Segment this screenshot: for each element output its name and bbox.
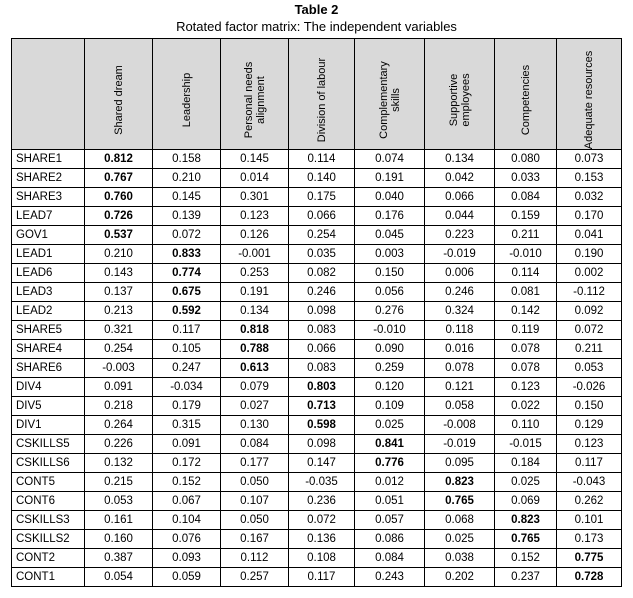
variable-name-cell: CSKILLS3 — [12, 511, 85, 530]
loading-cell: 0.818 — [221, 321, 289, 340]
loading-cell: 0.167 — [221, 530, 289, 549]
loading-cell: 0.042 — [425, 169, 495, 188]
loading-cell: 0.118 — [425, 321, 495, 340]
loading-cell: 0.073 — [557, 150, 622, 169]
table-row — [12, 245, 622, 264]
loading-cell: 0.095 — [425, 454, 495, 473]
loading-cell: 0.109 — [355, 397, 425, 416]
variable-name-cell: LEAD1 — [12, 245, 85, 264]
loading-cell: 0.226 — [85, 435, 153, 454]
loading-cell: 0.050 — [221, 511, 289, 530]
column-header — [425, 39, 495, 150]
loading-cell: -0.001 — [221, 245, 289, 264]
loading-cell: 0.254 — [85, 340, 153, 359]
loading-cell: 0.211 — [557, 340, 622, 359]
loading-cell: 0.014 — [221, 169, 289, 188]
loading-cell: 0.066 — [289, 340, 355, 359]
loading-cell: 0.114 — [495, 264, 557, 283]
loading-cell: 0.142 — [495, 302, 557, 321]
loading-cell: 0.120 — [355, 378, 425, 397]
loading-cell: 0.006 — [425, 264, 495, 283]
loading-cell: 0.067 — [153, 492, 221, 511]
variable-name-cell: DIV5 — [12, 397, 85, 416]
loading-cell: 0.184 — [495, 454, 557, 473]
loading-cell: 0.093 — [153, 549, 221, 568]
loading-cell: 0.025 — [495, 473, 557, 492]
loading-cell: 0.262 — [557, 492, 622, 511]
loading-cell: 0.130 — [221, 416, 289, 435]
table-row — [12, 511, 622, 530]
loading-cell: 0.050 — [221, 473, 289, 492]
loading-cell: 0.072 — [289, 511, 355, 530]
variable-name-cell: SHARE2 — [12, 169, 85, 188]
loading-cell: 0.765 — [495, 530, 557, 549]
loading-cell: 0.003 — [355, 245, 425, 264]
table-row — [12, 549, 622, 568]
loading-cell: 0.153 — [557, 169, 622, 188]
loading-cell: 0.078 — [425, 359, 495, 378]
loading-cell: 0.137 — [85, 283, 153, 302]
loading-cell: 0.123 — [557, 435, 622, 454]
loading-cell: 0.803 — [289, 378, 355, 397]
loading-cell: 0.215 — [85, 473, 153, 492]
column-header — [289, 39, 355, 150]
loading-cell: 0.081 — [495, 283, 557, 302]
loading-cell: 0.173 — [557, 530, 622, 549]
table-row — [12, 397, 622, 416]
table-row — [12, 473, 622, 492]
table-subtitle: Rotated factor matrix: The independent variables — [176, 19, 457, 34]
column-header-label: Personal needs alignment — [242, 61, 267, 138]
loading-cell: 0.139 — [153, 207, 221, 226]
variable-name-cell: DIV4 — [12, 378, 85, 397]
loading-cell: 0.213 — [85, 302, 153, 321]
column-header — [495, 39, 557, 150]
loading-cell: 0.066 — [289, 207, 355, 226]
loading-cell: 0.170 — [557, 207, 622, 226]
table-row — [12, 207, 622, 226]
loading-cell: 0.823 — [425, 473, 495, 492]
loading-cell: 0.033 — [495, 169, 557, 188]
loading-cell: 0.159 — [495, 207, 557, 226]
loading-cell: 0.765 — [425, 492, 495, 511]
variable-name-cell: DIV1 — [12, 416, 85, 435]
loading-cell: -0.015 — [495, 435, 557, 454]
loading-cell: 0.123 — [495, 378, 557, 397]
loading-cell: 0.152 — [153, 473, 221, 492]
loading-cell: 0.084 — [221, 435, 289, 454]
variable-name-cell: SHARE4 — [12, 340, 85, 359]
loading-cell: 0.132 — [85, 454, 153, 473]
loading-cell: 0.236 — [289, 492, 355, 511]
loading-cell: 0.090 — [355, 340, 425, 359]
loading-cell: 0.126 — [221, 226, 289, 245]
loading-cell: 0.025 — [355, 416, 425, 435]
loading-cell: 0.058 — [425, 397, 495, 416]
loading-cell: 0.713 — [289, 397, 355, 416]
loading-cell: 0.041 — [557, 226, 622, 245]
loading-cell: -0.026 — [557, 378, 622, 397]
loading-cell: 0.084 — [495, 188, 557, 207]
loading-cell: 0.259 — [355, 359, 425, 378]
loading-cell: 0.143 — [85, 264, 153, 283]
loading-cell: 0.788 — [221, 340, 289, 359]
loading-cell: 0.613 — [221, 359, 289, 378]
loading-cell: 0.054 — [85, 568, 153, 587]
loading-cell: 0.072 — [153, 226, 221, 245]
loading-cell: 0.074 — [355, 150, 425, 169]
loading-cell: 0.301 — [221, 188, 289, 207]
loading-cell: 0.150 — [557, 397, 622, 416]
loading-cell: 0.076 — [153, 530, 221, 549]
table-row — [12, 226, 622, 245]
loading-cell: 0.072 — [557, 321, 622, 340]
matrix-body — [12, 150, 622, 587]
loading-cell: 0.315 — [153, 416, 221, 435]
loading-cell: 0.592 — [153, 302, 221, 321]
loading-cell: 0.218 — [85, 397, 153, 416]
loading-cell: 0.726 — [85, 207, 153, 226]
loading-cell: 0.107 — [221, 492, 289, 511]
loading-cell: 0.145 — [221, 150, 289, 169]
table-row — [12, 188, 622, 207]
variable-name-cell: CONT1 — [12, 568, 85, 587]
table-row — [12, 302, 622, 321]
loading-cell: 0.032 — [557, 188, 622, 207]
loading-cell: 0.179 — [153, 397, 221, 416]
table-row — [12, 150, 622, 169]
loading-cell: -0.035 — [289, 473, 355, 492]
loading-cell: 0.045 — [355, 226, 425, 245]
loading-cell: 0.066 — [425, 188, 495, 207]
variable-name-cell: LEAD6 — [12, 264, 85, 283]
loading-cell: 0.237 — [495, 568, 557, 587]
table-row — [12, 359, 622, 378]
loading-cell: 0.027 — [221, 397, 289, 416]
loading-cell: 0.775 — [557, 549, 622, 568]
loading-cell: 0.246 — [425, 283, 495, 302]
loading-cell: 0.059 — [153, 568, 221, 587]
loading-cell: 0.079 — [221, 378, 289, 397]
variable-name-cell: GOV1 — [12, 226, 85, 245]
loading-cell: 0.083 — [289, 321, 355, 340]
header-row — [12, 39, 622, 150]
table-row — [12, 530, 622, 549]
loading-cell: 0.035 — [289, 245, 355, 264]
loading-cell: 0.177 — [221, 454, 289, 473]
loading-cell: 0.098 — [289, 302, 355, 321]
variable-name-cell: CSKILLS5 — [12, 435, 85, 454]
loading-cell: 0.140 — [289, 169, 355, 188]
table-row — [12, 169, 622, 188]
header-corner-cell — [12, 39, 85, 150]
variable-name-cell: SHARE1 — [12, 150, 85, 169]
loading-cell: 0.078 — [495, 359, 557, 378]
loading-cell: 0.760 — [85, 188, 153, 207]
loading-cell: 0.101 — [557, 511, 622, 530]
loading-cell: 0.092 — [557, 302, 622, 321]
variable-name-cell: CONT5 — [12, 473, 85, 492]
loading-cell: 0.040 — [355, 188, 425, 207]
loading-cell: 0.098 — [289, 435, 355, 454]
variable-name-cell: LEAD7 — [12, 207, 85, 226]
loading-cell: 0.160 — [85, 530, 153, 549]
loading-cell: 0.051 — [355, 492, 425, 511]
variable-name-cell: LEAD2 — [12, 302, 85, 321]
loading-cell: 0.321 — [85, 321, 153, 340]
loading-cell: 0.134 — [425, 150, 495, 169]
table-row — [12, 264, 622, 283]
loading-cell: 0.002 — [557, 264, 622, 283]
loading-cell: 0.117 — [289, 568, 355, 587]
loading-cell: 0.056 — [355, 283, 425, 302]
loading-cell: 0.110 — [495, 416, 557, 435]
loading-cell: -0.019 — [425, 245, 495, 264]
loading-cell: 0.091 — [153, 435, 221, 454]
factor-matrix-table — [11, 38, 622, 587]
loading-cell: 0.112 — [221, 549, 289, 568]
loading-cell: -0.010 — [355, 321, 425, 340]
loading-cell: 0.022 — [495, 397, 557, 416]
column-header-label: Supportive employees — [447, 72, 472, 127]
loading-cell: 0.147 — [289, 454, 355, 473]
variable-name-cell: SHARE5 — [12, 321, 85, 340]
loading-cell: 0.016 — [425, 340, 495, 359]
loading-cell: 0.243 — [355, 568, 425, 587]
loading-cell: 0.823 — [495, 511, 557, 530]
loading-cell: 0.247 — [153, 359, 221, 378]
loading-cell: 0.025 — [425, 530, 495, 549]
loading-cell: 0.129 — [557, 416, 622, 435]
loading-cell: 0.537 — [85, 226, 153, 245]
table-row — [12, 378, 622, 397]
loading-cell: 0.276 — [355, 302, 425, 321]
loading-cell: 0.068 — [425, 511, 495, 530]
loading-cell: 0.086 — [355, 530, 425, 549]
variable-name-cell: CSKILLS6 — [12, 454, 85, 473]
loading-cell: 0.145 — [153, 188, 221, 207]
column-header-label: Competencies — [519, 64, 532, 135]
column-header — [153, 39, 221, 150]
loading-cell: 0.152 — [495, 549, 557, 568]
loading-cell: 0.158 — [153, 150, 221, 169]
table-row — [12, 321, 622, 340]
loading-cell: -0.034 — [153, 378, 221, 397]
loading-cell: 0.210 — [153, 169, 221, 188]
loading-cell: 0.172 — [153, 454, 221, 473]
loading-cell: 0.598 — [289, 416, 355, 435]
variable-name-cell: SHARE6 — [12, 359, 85, 378]
loading-cell: 0.812 — [85, 150, 153, 169]
loading-cell: -0.003 — [85, 359, 153, 378]
variable-name-cell: SHARE3 — [12, 188, 85, 207]
column-header — [221, 39, 289, 150]
loading-cell: 0.223 — [425, 226, 495, 245]
loading-cell: 0.833 — [153, 245, 221, 264]
loading-cell: 0.264 — [85, 416, 153, 435]
variable-name-cell: CONT2 — [12, 549, 85, 568]
table-row — [12, 568, 622, 587]
loading-cell: 0.104 — [153, 511, 221, 530]
loading-cell: 0.053 — [557, 359, 622, 378]
loading-cell: 0.254 — [289, 226, 355, 245]
loading-cell: 0.091 — [85, 378, 153, 397]
column-header-label: Adequate resources — [583, 50, 595, 149]
loading-cell: 0.083 — [289, 359, 355, 378]
loading-cell: 0.191 — [221, 283, 289, 302]
loading-cell: 0.134 — [221, 302, 289, 321]
loading-cell: 0.117 — [153, 321, 221, 340]
loading-cell: 0.841 — [355, 435, 425, 454]
column-header-label: Division of labour — [315, 57, 328, 142]
loading-cell: -0.008 — [425, 416, 495, 435]
loading-cell: 0.176 — [355, 207, 425, 226]
loading-cell: 0.210 — [85, 245, 153, 264]
table-row — [12, 283, 622, 302]
column-header — [85, 39, 153, 150]
loading-cell: 0.161 — [85, 511, 153, 530]
loading-cell: 0.191 — [355, 169, 425, 188]
loading-cell: 0.136 — [289, 530, 355, 549]
loading-cell: 0.257 — [221, 568, 289, 587]
loading-cell: 0.044 — [425, 207, 495, 226]
loading-cell: 0.774 — [153, 264, 221, 283]
loading-cell: 0.324 — [425, 302, 495, 321]
loading-cell: 0.114 — [289, 150, 355, 169]
loading-cell: 0.675 — [153, 283, 221, 302]
loading-cell: 0.776 — [355, 454, 425, 473]
loading-cell: 0.767 — [85, 169, 153, 188]
loading-cell: 0.150 — [355, 264, 425, 283]
loading-cell: 0.119 — [495, 321, 557, 340]
loading-cell: -0.019 — [425, 435, 495, 454]
loading-cell: 0.253 — [221, 264, 289, 283]
column-header — [355, 39, 425, 150]
loading-cell: -0.043 — [557, 473, 622, 492]
loading-cell: 0.057 — [355, 511, 425, 530]
variable-name-cell: CONT6 — [12, 492, 85, 511]
column-header-label: Shared dream — [112, 64, 125, 135]
column-header-label: Complementary skills — [377, 60, 402, 139]
loading-cell: 0.053 — [85, 492, 153, 511]
loading-cell: -0.112 — [557, 283, 622, 302]
table-row — [12, 435, 622, 454]
column-header — [557, 39, 622, 150]
loading-cell: 0.728 — [557, 568, 622, 587]
loading-cell: 0.082 — [289, 264, 355, 283]
loading-cell: 0.108 — [289, 549, 355, 568]
table-row — [12, 454, 622, 473]
table-row — [12, 416, 622, 435]
column-header-label: Leadership — [180, 72, 193, 127]
loading-cell: 0.038 — [425, 549, 495, 568]
table-row — [12, 492, 622, 511]
loading-cell: 0.175 — [289, 188, 355, 207]
table-title: Table 2 — [294, 2, 339, 17]
variable-name-cell: CSKILLS2 — [12, 530, 85, 549]
loading-cell: 0.123 — [221, 207, 289, 226]
table-row — [12, 340, 622, 359]
loading-cell: 0.246 — [289, 283, 355, 302]
loading-cell: 0.069 — [495, 492, 557, 511]
variable-name-cell: LEAD3 — [12, 283, 85, 302]
loading-cell: 0.080 — [495, 150, 557, 169]
loading-cell: 0.387 — [85, 549, 153, 568]
loading-cell: -0.010 — [495, 245, 557, 264]
loading-cell: 0.211 — [495, 226, 557, 245]
loading-cell: 0.121 — [425, 378, 495, 397]
loading-cell: 0.084 — [355, 549, 425, 568]
loading-cell: 0.190 — [557, 245, 622, 264]
loading-cell: 0.202 — [425, 568, 495, 587]
loading-cell: 0.012 — [355, 473, 425, 492]
loading-cell: 0.105 — [153, 340, 221, 359]
loading-cell: 0.117 — [557, 454, 622, 473]
loading-cell: 0.078 — [495, 340, 557, 359]
